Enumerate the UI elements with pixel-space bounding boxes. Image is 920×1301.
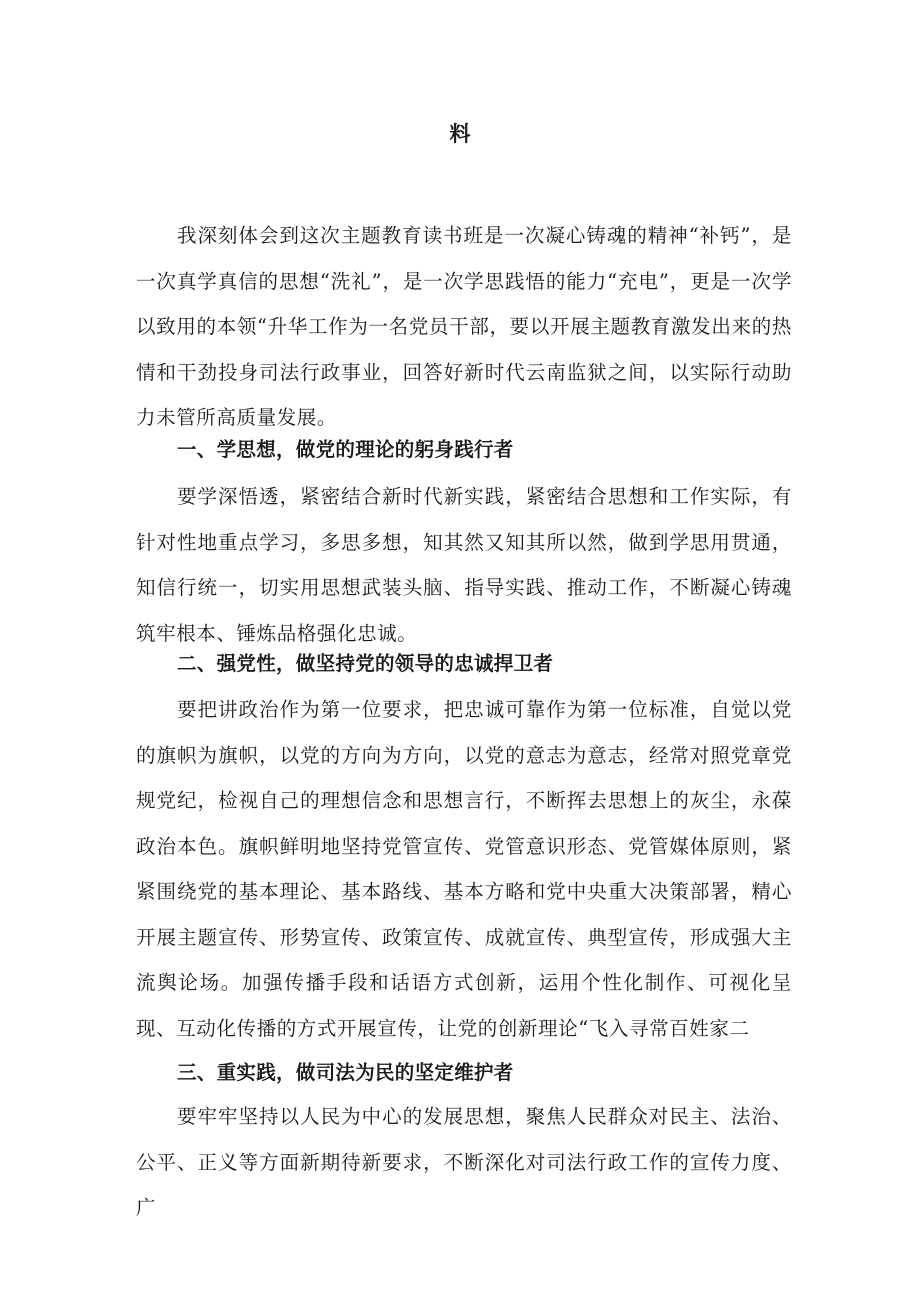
section-body-1: 要学深悟透，紧密结合新时代新实践，紧密结合思想和工作实际，有针对性地重点学习，多思多想，知其然又知其所以然，做到学思用贯通，知信行统一，切实用思想武装头脑、指导实践、推动工作，不断凝心铸魂筑牢根本、锤炼品格强化忠诚。 — [136, 485, 792, 645]
section-heading-1: 一、学思想，做党的理论的躬身践行者 — [177, 438, 514, 461]
section-body-3: 要牢牢坚持以人民为中心的发展思想，聚焦人民群众对民主、法治、公平、正义等方面新期待新要求，不断深化对司法行政工作的宣传力度、广 — [136, 1105, 792, 1219]
intro-paragraph: 我深刻体会到这次主题教育读书班是一次凝心铸魂的精神“补钙”，是一次真学真信的思想“洗礼”，是一次学思践悟的能力“充电”，更是一次学以致用的本领“升华工作为一名党员干部，要以开展主题教育激发出来的热情和干劲投身司法行政事业，回答好新时代云南监狱之间，以实际行动助力未管所高质量发展。 — [136, 224, 792, 429]
section-heading-3: 三、重实践，做司法为民的坚定维护者 — [177, 1061, 514, 1084]
section-body-block-1 — [136, 474, 792, 656]
section-body-block-2 — [136, 687, 792, 1051]
section-body-2: 要把讲政治作为第一位要求，把忠诚可靠作为第一位标准，自觉以党的旗帜为旗帜，以党的方向为方向，以党的意志为意志，经常对照党章党规党纪，检视自己的理想信念和思想言行，不断挥去思想上的灰尘，永葆政治本色。旗帜鲜明地坚持党管宣传、党管意识形态、党管媒体原则，紧紧围绕党的基本理论、基本路线、基本方略和党中央重大决策部署，精心开展主题宣传、形势宣传、政策宣传、成就宣传、典型宣传，形成强大主流舆论场。加强传播手段和话语方式创新，运用个性化制作、可视化呈现、互动化传播的方式开展宣传，让党的创新理论“飞入寻常百姓家二 — [136, 698, 792, 1040]
section-heading-2: 二、强党性，做坚持党的领导的忠诚捍卫者 — [177, 652, 554, 675]
intro-paragraph-block — [136, 213, 792, 441]
page-title: 料 — [449, 121, 471, 146]
section-body-block-3 — [136, 1094, 792, 1231]
